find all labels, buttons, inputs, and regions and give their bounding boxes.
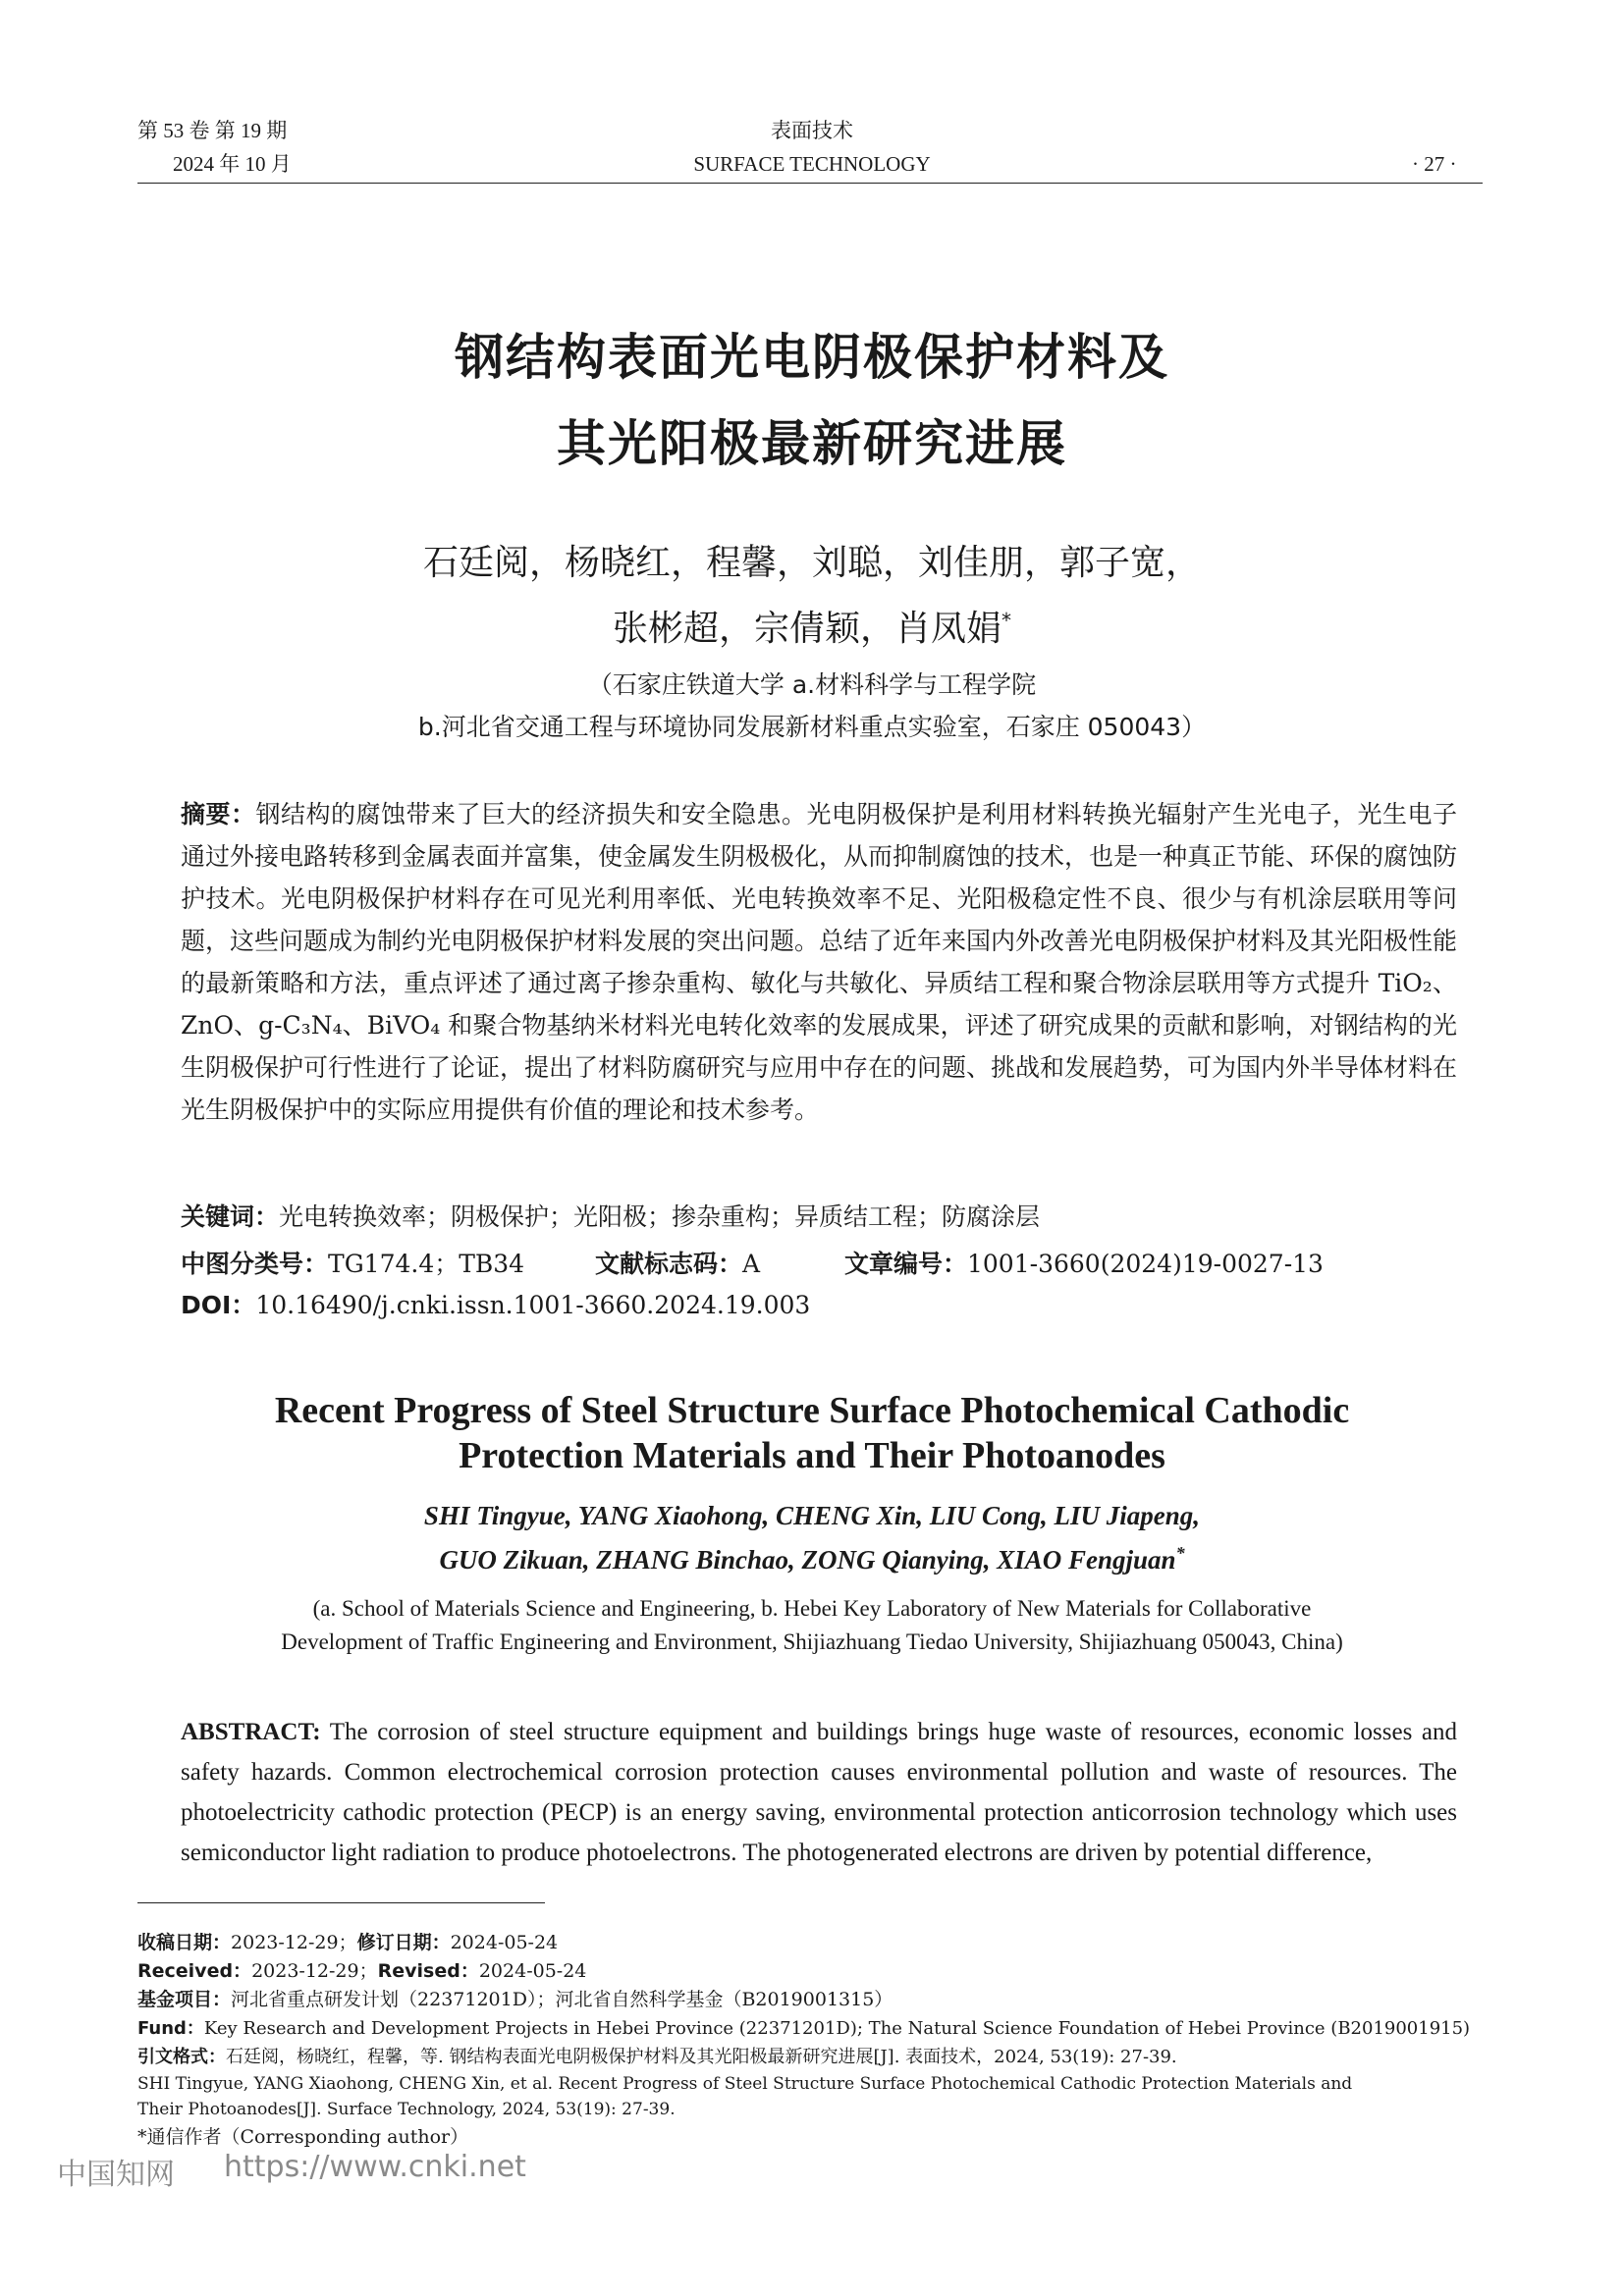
citation-cn-label: 引文格式： (137, 2047, 226, 2067)
fund-cn-value: 河北省重点研发计划（22371201D）；河北省自然科学基金（B2019001315） (231, 1989, 893, 2010)
doc-code-value: A (742, 1250, 761, 1278)
corresponding-author-note: *通信作者（Corresponding author） (137, 2126, 469, 2148)
corresponding-mark-en: * (1175, 1543, 1185, 1563)
journal-name-cn: 表面技术 (771, 119, 853, 142)
citation-en-line1: SHI Tingyue, YANG Xiaohong, CHENG Xin, et al. Recent Progress of Steel Structure Surface Photochemical Cathodic Protection Materials and (137, 2074, 1353, 2094)
citation-en-line2: Their Photoanodes[J]. Surface Technology, 2024, 53(19): 27-39. (137, 2100, 676, 2119)
fund-en (137, 2015, 1492, 2042)
authors-cn-line1: 石廷阅，杨晓红，程馨，刘聪，刘佳朋，郭子宽， (422, 543, 1201, 583)
keywords-cn-text: 光电转换效率；阴极保护；光阳极；掺杂重构；异质结工程；防腐涂层 (279, 1202, 1041, 1231)
doc-code-label: 文献标志码： (595, 1250, 743, 1278)
received-cn (137, 1930, 1492, 1956)
journal-name-en: SURFACE TECHNOLOGY (693, 152, 931, 176)
citation-cn (137, 2044, 1492, 2070)
title-cn-line1: 钢结构表面光电阴极保护材料及 (455, 329, 1169, 386)
revised-cn-label: 修订日期： (356, 1932, 451, 1953)
keywords-cn-label: 关键词： (181, 1202, 280, 1231)
affiliation-en-line2: Development of Traffic Engineering and Environment, Shijiazhuang Tiedao University, Shijiazhuang 050043, China) (281, 1629, 1343, 1654)
abstract-en-text: The corrosion of steel structure equipment and buildings brings huge waste of resources, economic losses and safety hazards. Common electrochemical corrosion protection causes environmental pollution and waste of resources. The photoelectricity cathodic protection (PECP) is an energy saving, environmental protection anticorrosion technology which uses semiconductor light radiation to produce photoelectrons. The photogenerated electrons are driven by potential difference, (181, 1719, 1458, 1866)
received-en (137, 1958, 1492, 1985)
page-number: · 27 · (1412, 152, 1457, 176)
abstract-cn (181, 793, 1457, 1131)
fund-en-label: Fund： (137, 2018, 204, 2039)
authors-cn-line2 (0, 593, 1624, 657)
received-en-label: Received： (137, 1960, 252, 1982)
article-no-value: 1001-3660(2024)19-0027-13 (967, 1250, 1324, 1278)
affiliation-cn-line1: （石家庄铁道大学 a.材料科学与工程学院 (587, 670, 1037, 699)
clc-label: 中图分类号： (181, 1250, 329, 1278)
affiliation-cn-line2: b.河北省交通工程与环境协同发展新材料重点实验室，石家庄 050043） (417, 713, 1207, 741)
received-cn-label: 收稿日期： (137, 1932, 232, 1953)
clc-value: TG174.4；TB34 (328, 1250, 525, 1278)
cnki-watermark-url[interactable]: https://www.cnki.net (224, 2150, 526, 2184)
classification-line (181, 1245, 1457, 1284)
article-no-label: 文章编号： (843, 1250, 967, 1278)
revised-cn-value: 2024-05-24 (450, 1932, 559, 1953)
doi-label: DOI： (181, 1291, 256, 1319)
doi-line (181, 1286, 1457, 1325)
abstract-en (181, 1712, 1457, 1873)
header-rule (137, 183, 1483, 184)
citation-cn-value: 石廷阅，杨晓红，程馨，等. 钢结构表面光电阴极保护材料及其光阳极最新研究进展[J]. 表面技术，2024, 53(19): 27-39. (226, 2047, 1177, 2067)
abstract-cn-text: 钢结构的腐蚀带来了巨大的经济损失和安全隐患。光电阴极保护是利用材料转换光辐射产生光电子，光生电子通过外接电路转移到金属表面并富集，使金属发生阴极极化，从而抑制腐蚀的技术，也是一种真正节能、环保的腐蚀防护技术。光电阴极保护材料存在可见光利用率低、光电转换效率不足、光阳极稳定性不良、很少与有机涂层联用等问题，这些问题成为制约光电阴极保护材料发展的突出问题。总结了近年来国内外改善光电阴极保护材料及其光阳极性能的最新策略和方法，重点评述了通过离子掺杂重构、敏化与共敏化、异质结工程和聚合物涂层联用等方式提升 TiO₂、ZnO、g-C₃N₄、BiVO₄ 和聚合物基纳米材料光电转化效率的发展成果，评述了研究成果的贡献和影响，对钢结构的光生阴极保护可行性进行了论证，提出了材料防腐研究与应用中存在的问题、挑战和发展趋势，可为国内外半导体材料在光生阴极保护中的实际应用提供有价值的理论和技术参考。 (181, 800, 1458, 1124)
abstract-en-label: ABSTRACT: (181, 1719, 321, 1745)
authors-cn-names: 张彬超，宗倩颖，肖凤娟 (612, 609, 1001, 649)
title-cn-line2: 其光阳极最新研究进展 (557, 415, 1067, 472)
received-cn-value: 2023-12-29； (231, 1932, 357, 1953)
corresponding-mark: * (1001, 609, 1011, 632)
fund-cn-label: 基金项目： (137, 1989, 232, 2010)
footnote-rule (137, 1902, 545, 1903)
fund-cn (137, 1987, 1492, 2013)
title-en-line1: Recent Progress of Steel Structure Surface Photochemical Cathodic (274, 1390, 1350, 1431)
affiliation-en-line1: (a. School of Materials Science and Engineering, b. Hebei Key Laboratory of New Materials for Collaborative (312, 1596, 1312, 1621)
issue-date: 2024 年 10 月 (173, 152, 292, 176)
abstract-cn-label: 摘要： (181, 800, 256, 828)
doi-value[interactable]: 10.16490/j.cnki.issn.1001-3660.2024.19.003 (255, 1291, 811, 1319)
authors-en-names: GUO Zikuan, ZHANG Binchao, ZONG Qianying, XIAO Fengjuan (439, 1545, 1176, 1575)
keywords-cn (181, 1196, 1457, 1238)
received-en-value: 2023-12-29； (251, 1960, 378, 1982)
revised-en-label: Revised： (377, 1960, 479, 1982)
fund-en-value: Key Research and Development Projects in Hebei Province (22371201D); The Natural Science Foundation of Hebei Province (B2019001915) (203, 2018, 1471, 2039)
cnki-watermark-logo: 中国知网 (57, 2158, 175, 2192)
authors-en-line2 (0, 1535, 1624, 1578)
title-en-line2: Protection Materials and Their Photoanodes (459, 1435, 1165, 1476)
authors-en-line1: SHI Tingyue, YANG Xiaohong, CHENG Xin, LIU Cong, LIU Jiapeng, (423, 1501, 1201, 1530)
revised-en-value: 2024-05-24 (478, 1960, 587, 1982)
volume-issue: 第 53 卷 第 19 期 (137, 119, 288, 142)
